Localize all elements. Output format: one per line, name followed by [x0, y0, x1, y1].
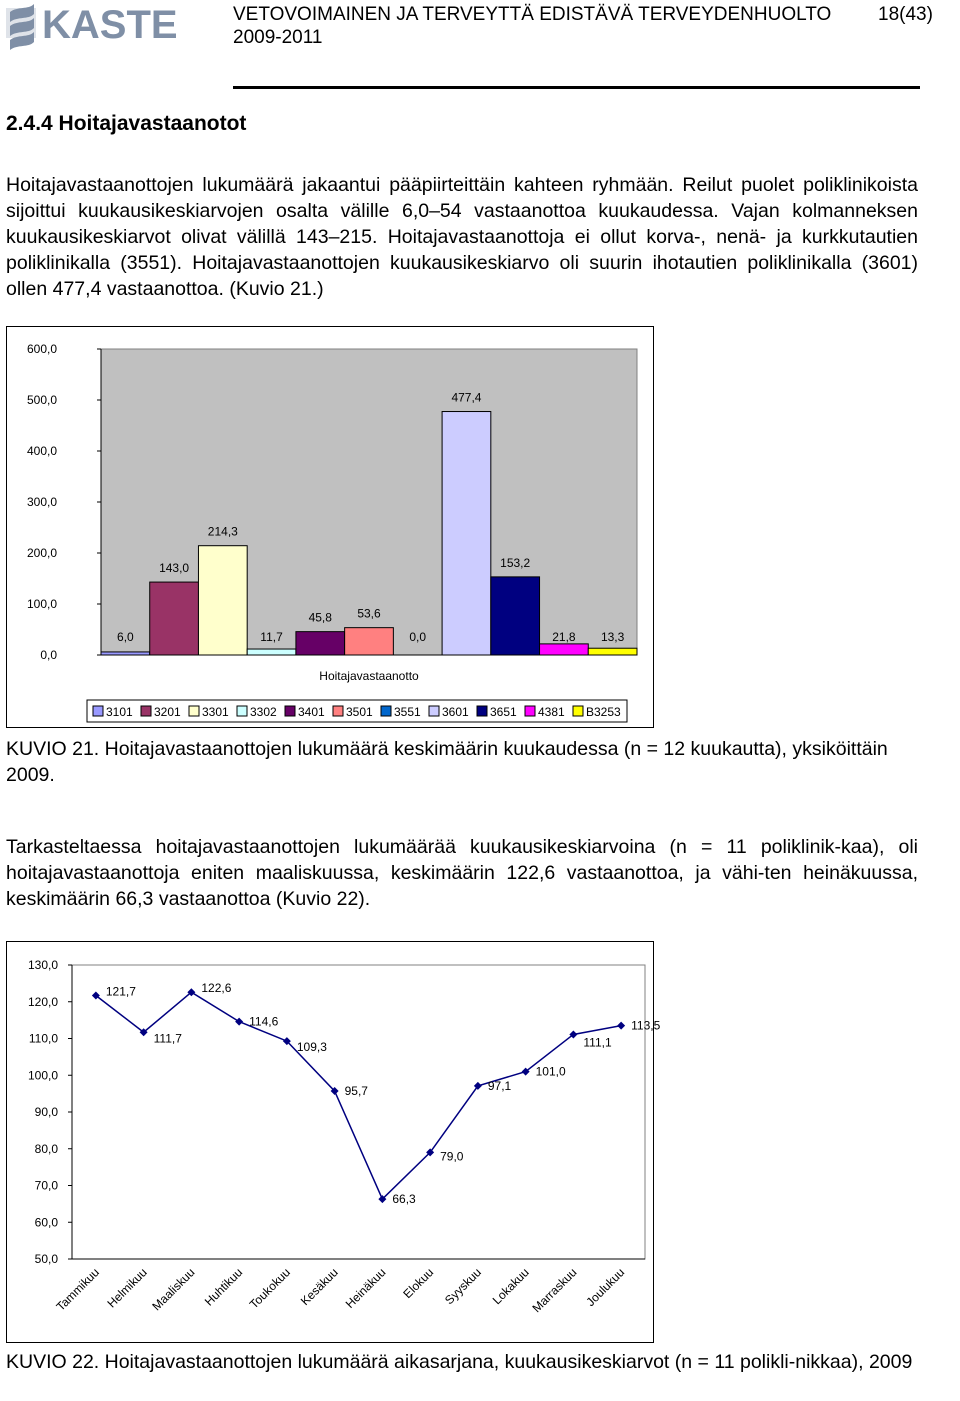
bar-3201: [150, 582, 199, 655]
data-label-3101: 6,0: [117, 630, 134, 644]
paragraph-2: Tarkasteltaessa hoitajavastaanottojen lukumäärää kuukausikeskiarvoina (n = 11 poliklinik-kaa), oli hoitajavastaanottoja eniten maaliskuussa, keskimäärin 122,6 vastaanottoa, ja vähi-ten heinäkuussa, keskimäärin 66,3 vastaanottoa (Kuvio 22).: [6, 836, 918, 910]
y-tick-label: 200,0: [26, 546, 57, 560]
x-tick-label-huhtikuu: Huhtikuu: [201, 1265, 246, 1309]
bar-B3253: [588, 648, 637, 655]
legend-label-4381: 4381: [538, 705, 565, 719]
bar-3101: [101, 652, 150, 655]
y-tick-label: 80,0: [34, 1141, 58, 1156]
data-label-3601: 477,4: [451, 390, 482, 405]
data-label-3651: 153,2: [500, 555, 531, 570]
data-label-toukokuu: 109,3: [296, 1040, 327, 1055]
line-chart-kuvio-22: [6, 941, 661, 1343]
data-label-kesäkuu: 95,7: [344, 1084, 368, 1099]
section-heading: 2.4.4 Hoitajavastaanotot: [6, 112, 247, 135]
x-tick-label-toukokuu: Toukokuu: [246, 1265, 293, 1312]
x-tick-label-kesäkuu: Kesäkuu: [297, 1265, 341, 1309]
plot-area: [72, 965, 645, 1259]
bar-3601: [442, 412, 491, 655]
y-tick-label: 130,0: [27, 958, 58, 972]
bar-3401: [296, 632, 345, 655]
data-label-joulukuu: 113,5: [631, 1018, 661, 1033]
data-label-marraskuu: 111,1: [583, 1035, 612, 1050]
legend-swatch-3601: [429, 706, 439, 716]
y-tick-label: 600,0: [26, 342, 57, 356]
legend-label-B3253: B3253: [586, 705, 621, 719]
header-years: 2009-2011: [233, 27, 323, 48]
x-tick-label-marraskuu: Marraskuu: [529, 1265, 580, 1316]
y-tick-label: 100,0: [27, 1068, 58, 1083]
legend-label-3651: 3651: [490, 705, 517, 719]
legend-swatch-4381: [525, 706, 535, 716]
logo-text: KASTE: [42, 3, 178, 47]
data-label-heinäkuu: 66,3: [392, 1192, 416, 1207]
x-tick-label-helmikuu: Helmikuu: [104, 1265, 150, 1311]
legend-label-3501: 3501: [346, 705, 373, 719]
page-number: 18(43): [878, 4, 933, 25]
data-label-helmikuu: 111,7: [153, 1031, 182, 1046]
x-tick-label-heinäkuu: Heinäkuu: [342, 1265, 389, 1311]
legend-swatch-B3253: [573, 706, 583, 716]
y-tick-label: 50,0: [34, 1252, 58, 1266]
bar-3301: [198, 546, 247, 655]
bar-chart-svg: [7, 327, 653, 727]
legend-label-3302: 3302: [250, 705, 277, 719]
y-tick-label: 90,0: [34, 1105, 58, 1119]
y-tick-label: 110,0: [28, 1031, 58, 1046]
paragraph-1: Hoitajavastaanottojen lukumäärä jakaantui pääpiirteittäin kahteen ryhmään. Reilut puolet poliklinikoista sijoittui kuukausikeskiarvojen osalta välille 6,0–54 vastaanottoa kuukaudessa. Vajan kolmanneksen kuukausikeskiarvot olivat välillä 143–215. Hoitajavastaanottoja ei ollut korva-, nenä- ja kurkkutautien poliklinikalla (3551). Hoitajavastaanottojen kuukausikeskiarvo oli suurin ihotautien poliklinikalla (3601) ollen 477,4 vastaanottoa. (Kuvio 21.): [6, 174, 918, 300]
data-label-3551: 0,0: [409, 630, 427, 644]
x-tick-label-joulukuu: Joulukuu: [583, 1265, 628, 1310]
data-label-maaliskuu: 122,6: [201, 981, 232, 996]
legend-swatch-3501: [333, 706, 343, 716]
data-label-3301: 214,3: [207, 524, 238, 539]
kaste-logo: [4, 0, 209, 62]
y-tick-label: 0,0: [40, 648, 57, 662]
caption-kuvio-21: KUVIO 21. Hoitajavastaanottojen lukumäärä keskimäärin kuukaudessa (n = 12 kuukautta), yksiköittäin 2009.: [6, 738, 888, 786]
data-label-3201: 143,0: [159, 561, 190, 576]
header-rule: [233, 86, 920, 89]
x-tick-label-lokakuu: Lokakuu: [489, 1265, 532, 1308]
header-title: VETOVOIMAINEN JA TERVEYTTÄ EDISTÄVÄ TERVEYDENHUOLTO: [233, 4, 832, 25]
x-tick-label-syyskuu: Syyskuu: [442, 1265, 484, 1308]
line-chart-svg: [7, 942, 661, 1342]
legend-swatch-3201: [141, 706, 151, 716]
data-label-4381: 21,8: [552, 630, 576, 644]
bar-3501: [345, 628, 394, 655]
legend-label-3101: 3101: [106, 705, 133, 719]
x-tick-label-tammikuu: Tammikuu: [53, 1265, 102, 1314]
data-label-elokuu: 79,0: [440, 1149, 464, 1164]
bar-3651: [491, 577, 540, 655]
y-tick-label: 120,0: [27, 994, 58, 1009]
y-tick-label: 70,0: [34, 1178, 58, 1193]
data-label-syyskuu: 97,1: [487, 1078, 512, 1093]
y-tick-label: 500,0: [26, 393, 57, 407]
caption-kuvio-22: KUVIO 22. Hoitajavastaanottojen lukumäärä aikasarjana, kuukausikeskiarvot (n = 11 polikli-nikkaa), 2009: [6, 1351, 913, 1373]
bar-chart-kuvio-21: [6, 326, 654, 728]
legend-label-3201: 3201: [154, 705, 181, 719]
bar-4381: [540, 644, 589, 655]
legend-swatch-3651: [477, 706, 487, 716]
x-tick-label-maaliskuu: Maaliskuu: [149, 1265, 198, 1314]
legend-swatch-3101: [93, 706, 103, 716]
legend-swatch-3401: [285, 706, 295, 716]
data-label-3302: 11,7: [260, 630, 283, 644]
x-tick-label-elokuu: Elokuu: [400, 1265, 437, 1302]
data-label-tammikuu: 121,7: [105, 984, 136, 999]
y-tick-label: 100,0: [26, 597, 57, 611]
legend-swatch-3551: [381, 706, 391, 716]
legend-label-3601: 3601: [442, 705, 469, 719]
data-label-huhtikuu: 114,6: [249, 1014, 279, 1029]
x-axis-label: Hoitajavastaanotto: [319, 669, 419, 683]
legend-label-3301: 3301: [202, 705, 229, 719]
data-label-3401: 45,8: [308, 610, 332, 625]
y-tick-label: 300,0: [26, 495, 57, 509]
legend-label-3551: 3551: [394, 705, 421, 719]
data-label-3501: 53,6: [357, 606, 381, 621]
data-label-lokakuu: 101,0: [535, 1064, 566, 1079]
y-tick-label: 60,0: [34, 1215, 58, 1230]
legend-label-3401: 3401: [298, 705, 325, 719]
legend-swatch-3302: [237, 706, 247, 716]
legend-swatch-3301: [189, 706, 199, 716]
bar-3302: [247, 649, 296, 655]
data-label-B3253: 13,3: [600, 630, 625, 644]
y-tick-label: 400,0: [26, 444, 57, 458]
